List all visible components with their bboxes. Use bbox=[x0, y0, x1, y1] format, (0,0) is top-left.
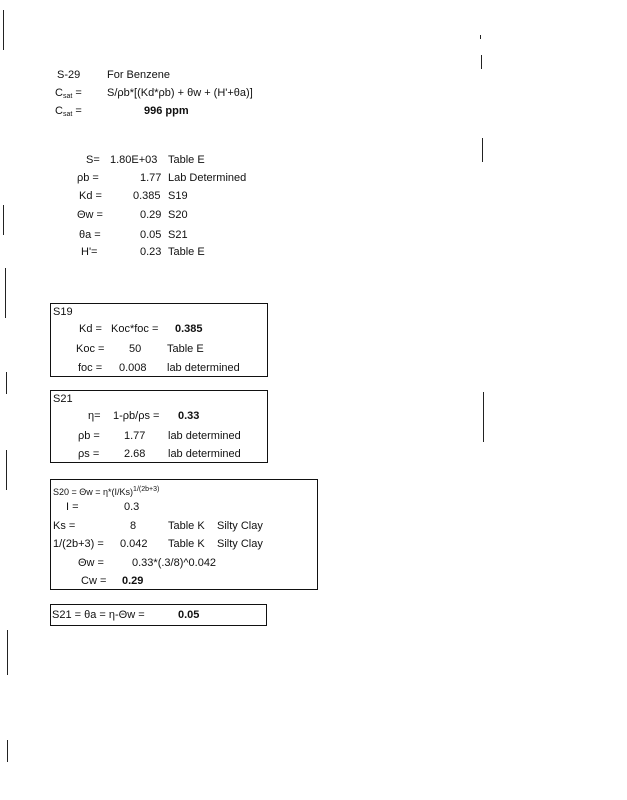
doc-title: For Benzene bbox=[107, 69, 170, 81]
ref-label: S-29 bbox=[57, 69, 81, 81]
param-value: 0.385 bbox=[133, 190, 161, 202]
ks-ref: Table K bbox=[168, 520, 205, 532]
exp-ref: Table K bbox=[168, 538, 205, 550]
csat-value: 996 ppm bbox=[144, 105, 189, 117]
scan-mark bbox=[480, 35, 481, 39]
s19-eq-label: Kd = bbox=[79, 323, 102, 335]
param-value: 0.05 bbox=[140, 229, 162, 241]
csat-label-2: $C_{sat}$ = bbox=[55, 105, 82, 118]
param-value: 1.80E+03 bbox=[110, 154, 158, 166]
s19-box bbox=[50, 303, 268, 377]
s21-air-box bbox=[50, 604, 267, 626]
cw-label: Cw = bbox=[81, 575, 107, 587]
param-value: 0.29 bbox=[140, 209, 162, 221]
exp-value: 0.042 bbox=[120, 538, 148, 550]
rhob-label: ρb = bbox=[78, 430, 100, 442]
scan-mark bbox=[3, 10, 4, 50]
s19-koc-ref: Table E bbox=[167, 343, 204, 355]
i-label: I = bbox=[66, 501, 79, 513]
rhos-value: 2.68 bbox=[124, 448, 146, 460]
param-label: Kd = bbox=[79, 190, 102, 202]
s19-title: S19 bbox=[53, 306, 73, 318]
csat-label: $C_{sat}$ = bbox=[55, 87, 82, 100]
s21-porosity-box bbox=[50, 390, 268, 463]
scan-mark bbox=[7, 630, 8, 675]
s19-eq-formula: Koc*foc = bbox=[111, 323, 159, 335]
scan-mark bbox=[3, 205, 4, 235]
s19-eq-value: 0.385 bbox=[175, 323, 203, 335]
exp-soil: Silty Clay bbox=[217, 538, 263, 550]
scan-mark bbox=[482, 138, 483, 162]
param-label: θa = bbox=[79, 229, 101, 241]
s19-koc-label: Koc = bbox=[76, 343, 105, 355]
i-value: 0.3 bbox=[124, 501, 140, 513]
s20-title: $S20 = \Theta w = \eta*(I/Ks)^{1/(2b+3)}$ bbox=[53, 486, 160, 497]
s19-koc-value: 50 bbox=[129, 343, 142, 355]
thw-label: Θw = bbox=[78, 557, 104, 569]
s19-foc-label: foc = bbox=[78, 362, 103, 374]
param-ref: S19 bbox=[168, 190, 188, 202]
scan-mark bbox=[6, 450, 7, 490]
ks-label: Ks = bbox=[53, 520, 76, 532]
eta-label: η= bbox=[88, 410, 101, 422]
param-label: Θw = bbox=[77, 209, 103, 221]
scan-mark bbox=[481, 55, 482, 69]
ks-value: 8 bbox=[130, 520, 137, 532]
s19-foc-ref: lab determined bbox=[167, 362, 240, 374]
s21-title: S21 bbox=[53, 393, 73, 405]
param-label: ρb = bbox=[77, 172, 99, 184]
param-label: H'= bbox=[81, 246, 98, 258]
param-label: S= bbox=[86, 154, 100, 166]
scan-mark bbox=[483, 392, 484, 442]
param-value: 1.77 bbox=[140, 172, 162, 184]
eta-formula: 1-ρb/ρs = bbox=[113, 410, 160, 422]
scan-mark bbox=[5, 268, 6, 318]
cw-value: 0.29 bbox=[122, 575, 144, 587]
param-ref: S20 bbox=[168, 209, 188, 221]
csat-formula: S/ρb*[(Kd*ρb) + θw + (H'+θa)] bbox=[107, 87, 253, 99]
param-ref: Table E bbox=[168, 154, 205, 166]
s21-air-value: 0.05 bbox=[178, 609, 200, 621]
param-ref: Lab Determined bbox=[168, 172, 247, 184]
exp-label: 1/(2b+3) = bbox=[53, 538, 104, 550]
eta-value: 0.33 bbox=[178, 410, 200, 422]
rhob-ref: lab determined bbox=[168, 430, 241, 442]
param-ref: Table E bbox=[168, 246, 205, 258]
param-ref: S21 bbox=[168, 229, 188, 241]
rhos-ref: lab determined bbox=[168, 448, 241, 460]
s20-box bbox=[50, 479, 318, 590]
thw-formula: 0.33*(.3/8)^0.042 bbox=[132, 557, 217, 569]
rhob-value: 1.77 bbox=[124, 430, 146, 442]
rhos-label: ρs = bbox=[78, 448, 100, 460]
scan-mark bbox=[7, 740, 8, 762]
param-value: 0.23 bbox=[140, 246, 162, 258]
ks-soil: Silty Clay bbox=[217, 520, 263, 532]
s21-air-title: S21 = θa = η-Θw = bbox=[52, 609, 145, 621]
s19-foc-value: 0.008 bbox=[119, 362, 147, 374]
scan-mark bbox=[6, 372, 7, 394]
